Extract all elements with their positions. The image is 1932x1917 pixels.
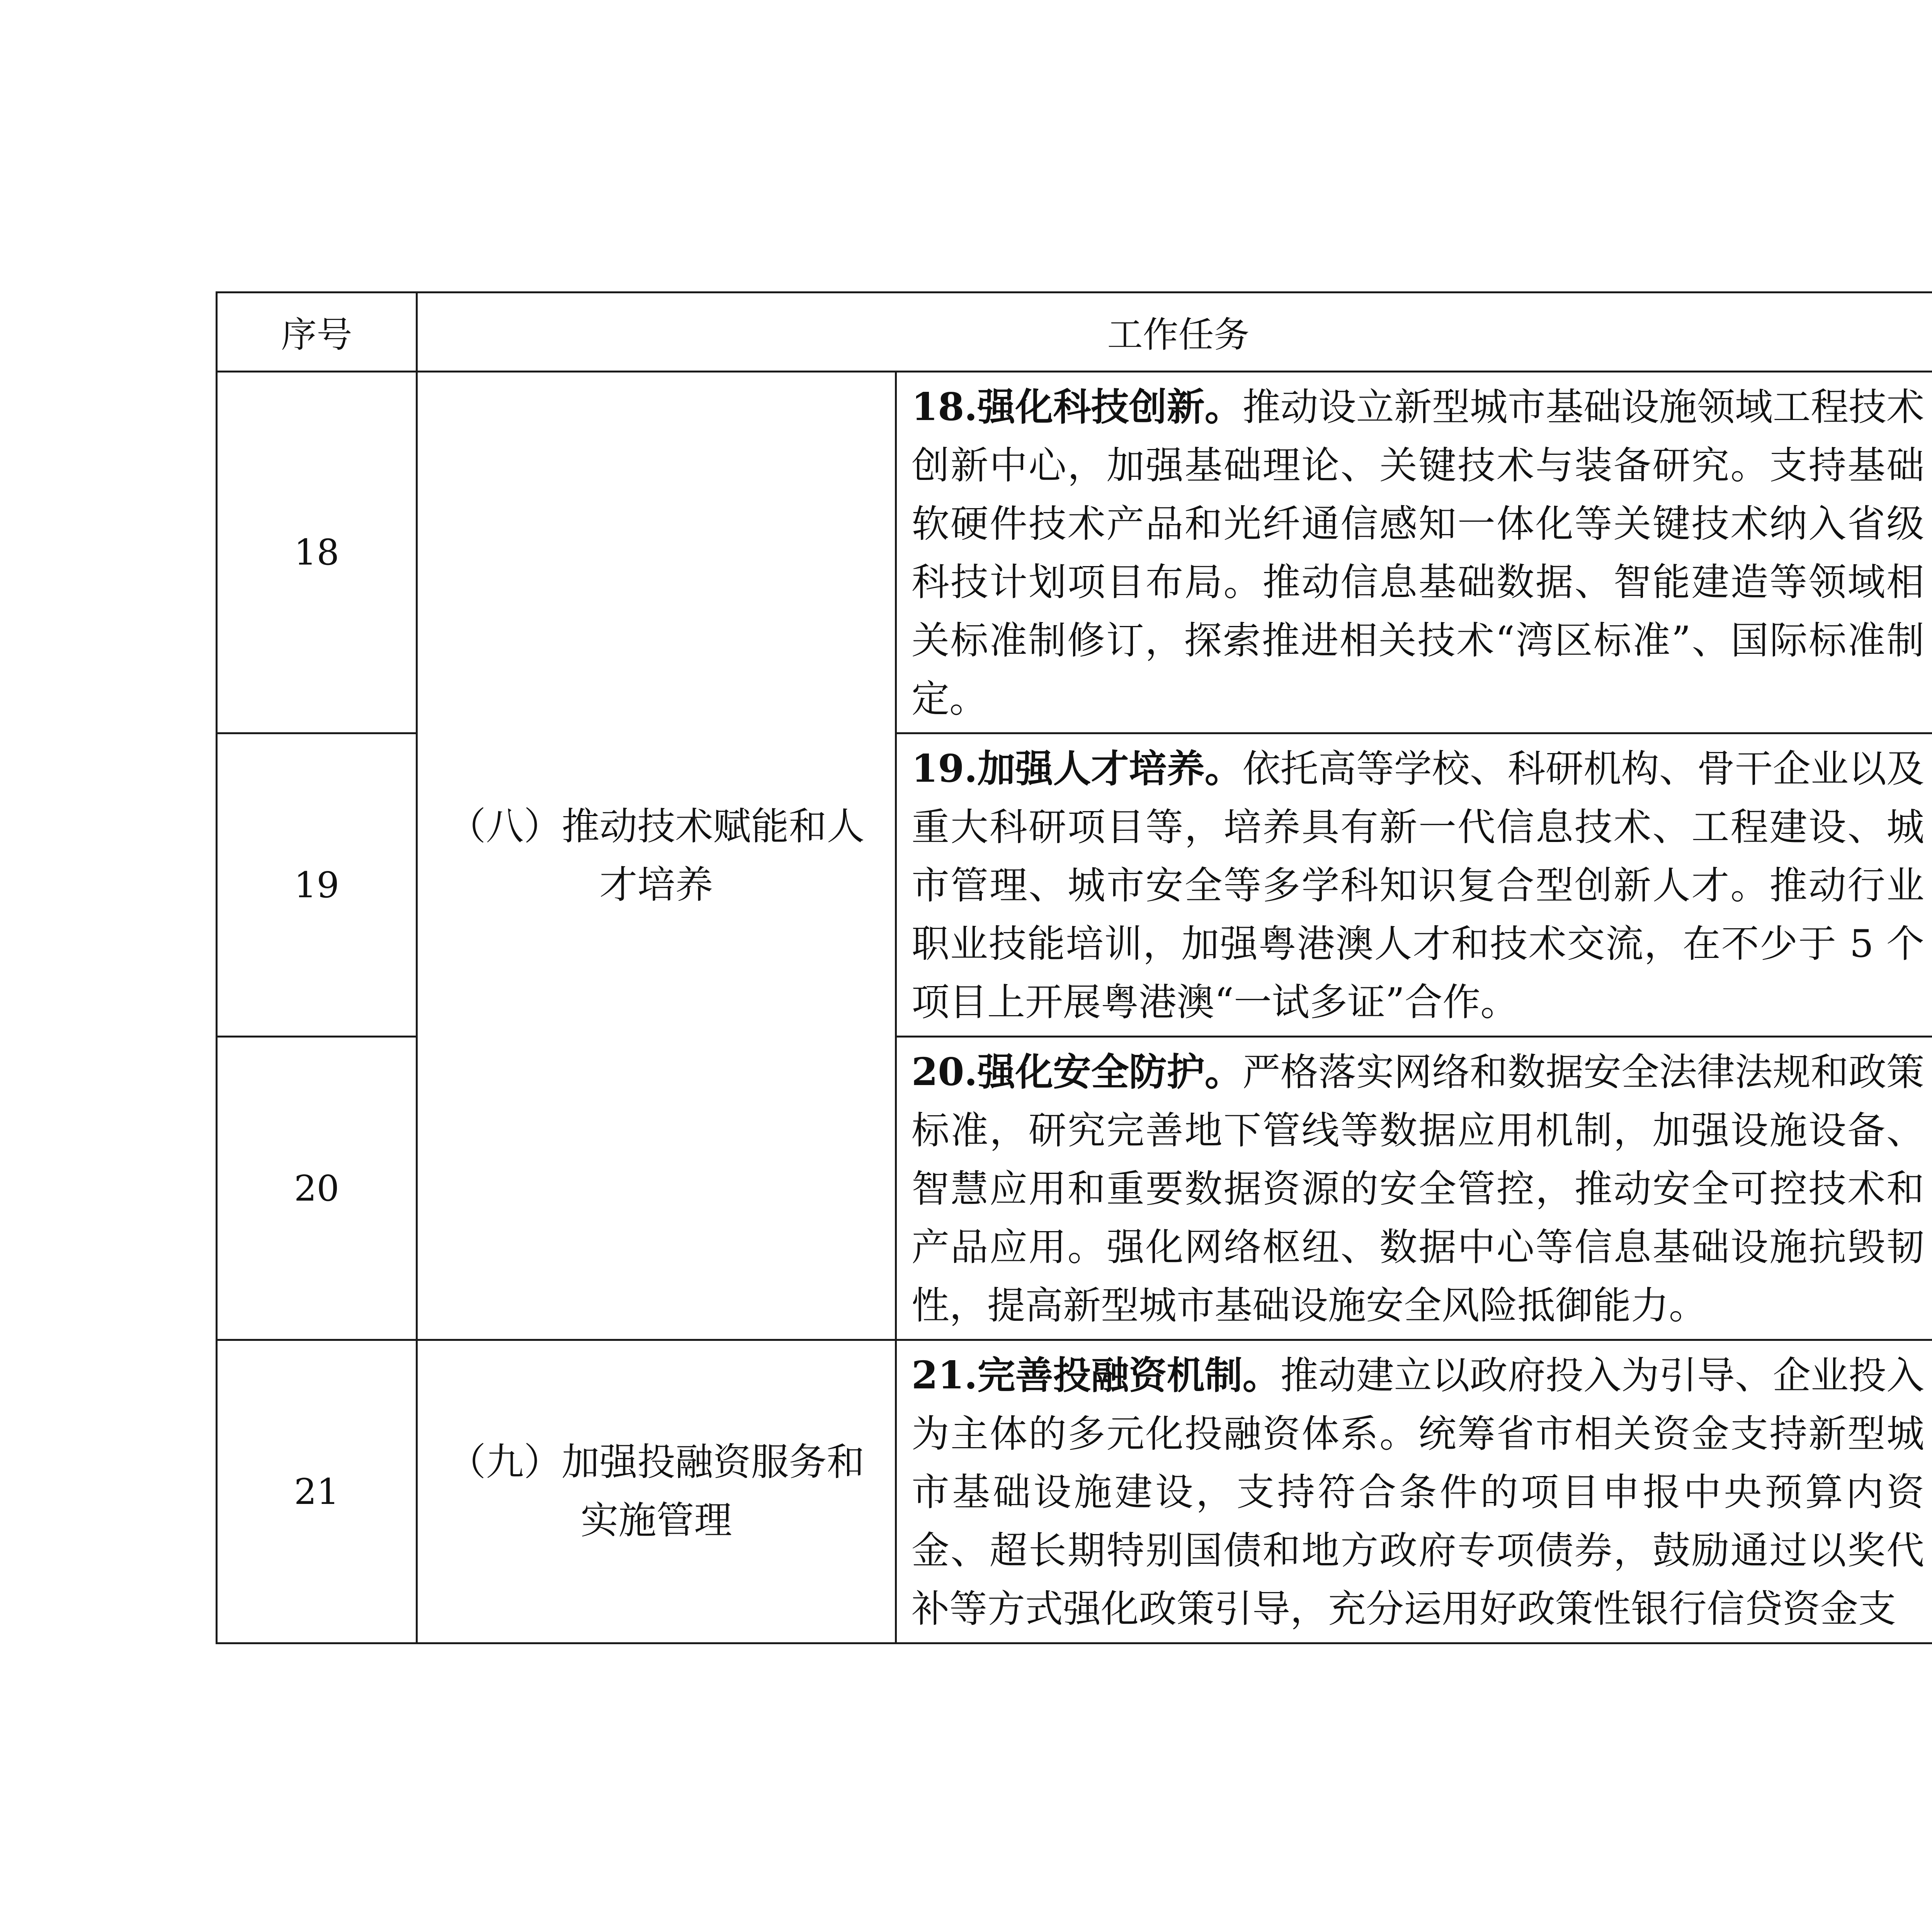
table-header-row — [217, 293, 1932, 372]
row-seq: 20 — [217, 1037, 417, 1340]
task-title: 18.强化科技创新。 — [912, 385, 1243, 429]
category-cell: （九）加强投融资服务和实施管理 — [417, 1340, 896, 1643]
table-row — [217, 1340, 1932, 1643]
task-description — [896, 1340, 1932, 1643]
task-body: 推动建立以政府投入为引导、企业投入为主体的多元化投融资体系。统筹省市相关资金支持新型城市基础设施建设，支持符合条件的项目申报中央预算内资金、超长期特别国债和地方政府专项债券，鼓励通过以奖代补等方式强化政策引导，充分运用好政策性银行信贷资金支 — [912, 1354, 1925, 1631]
task-title: 20.强化安全防护。 — [912, 1050, 1243, 1094]
task-title: 21.完善投融资机制。 — [912, 1353, 1281, 1398]
header-task: 工作任务 — [417, 293, 1932, 372]
category-cell: （八）推动技术赋能和人才培养 — [417, 372, 896, 1340]
task-description — [896, 733, 1932, 1037]
task-body: 推动设立新型城市基础设施领域工程技术创新中心，加强基础理论、关键技术与装备研究。支持基础软硬件技术产品和光纤通信感知一体化等关键技术纳入省级科技计划项目布局。推动信息基础数据、智能建造等领域相关标准制修订，探索推进相关技术“湾区标准”、国际标准制定。 — [912, 385, 1925, 721]
task-description — [896, 372, 1932, 733]
header-seq: 序号 — [217, 293, 417, 372]
task-table — [216, 291, 1932, 1644]
table-row — [217, 372, 1932, 733]
row-seq: 19 — [217, 733, 417, 1037]
task-title: 19.加强人才培养。 — [912, 747, 1243, 791]
task-body: 依托高等学校、科研机构、骨干企业以及重大科研项目等，培养具有新一代信息技术、工程建设、城市管理、城市安全等多学科知识复合型创新人才。推动行业职业技能培训，加强粤港澳人才和技术交流，在不少于 5 个项目上开展粤港澳“一试多证”合作。 — [912, 747, 1925, 1024]
row-seq: 18 — [217, 372, 417, 733]
task-body: 严格落实网络和数据安全法律法规和政策标准，研究完善地下管线等数据应用机制，加强设施设备、智慧应用和重要数据资源的安全管控，推动安全可控技术和产品应用。强化网络枢纽、数据中心等信息基础设施抗毁韧性，提高新型城市基础设施安全风险抵御能力。 — [912, 1050, 1925, 1328]
task-description — [896, 1037, 1932, 1340]
row-seq: 21 — [217, 1340, 417, 1643]
